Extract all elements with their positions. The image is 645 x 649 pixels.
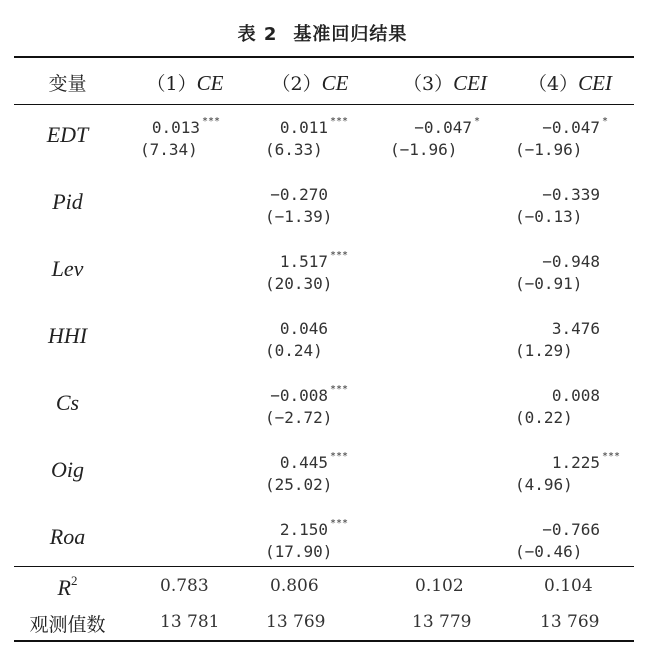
coefficient-cell bbox=[270, 185, 328, 204]
t-stat-cell: (25.02) bbox=[265, 475, 333, 494]
significance-stars: *** bbox=[330, 384, 349, 395]
coefficient-value: 1.517 bbox=[279, 252, 328, 271]
r2-value: 0.806 bbox=[270, 576, 319, 596]
obs-value: 13 769 bbox=[540, 612, 600, 632]
row-variable: Pid bbox=[52, 189, 83, 214]
coefficient-cell bbox=[270, 384, 349, 405]
obs-value: 13 781 bbox=[160, 612, 220, 632]
coefficient-cell bbox=[279, 451, 349, 472]
header-col-3: （3）CEI bbox=[403, 71, 487, 95]
coefficient-value: −0.047 bbox=[542, 118, 600, 137]
coefficient-cell bbox=[279, 116, 349, 137]
t-stat-cell: (−0.91) bbox=[515, 274, 583, 293]
coefficient-value: 0.013 bbox=[151, 118, 200, 137]
coefficient-value: −0.339 bbox=[542, 185, 600, 204]
coefficient-value: 0.011 bbox=[279, 118, 328, 137]
table-number: 表 2 bbox=[237, 24, 278, 45]
significance-stars: *** bbox=[330, 451, 349, 462]
obs-value: 13 779 bbox=[412, 612, 472, 632]
coefficient-value: 3.476 bbox=[551, 319, 600, 338]
header-rule bbox=[14, 104, 634, 105]
coefficient-cell bbox=[279, 518, 349, 539]
significance-stars: *** bbox=[330, 116, 349, 127]
t-stat-cell: (−2.72) bbox=[265, 408, 333, 427]
row-variable: Roa bbox=[49, 524, 86, 549]
top-rule bbox=[14, 56, 634, 58]
t-stat-cell: (0.22) bbox=[515, 408, 573, 427]
coefficient-value: 0.008 bbox=[551, 386, 600, 405]
stats-rule bbox=[14, 566, 634, 567]
significance-stars: * bbox=[474, 116, 481, 127]
coefficient-value: 0.046 bbox=[279, 319, 328, 338]
t-stat-cell: (20.30) bbox=[265, 274, 333, 293]
coefficient-cell bbox=[552, 386, 600, 405]
coefficient-value: 2.150 bbox=[279, 520, 328, 539]
t-stat-cell: (7.34) bbox=[140, 140, 198, 159]
r2-label: $R^2$ bbox=[57, 573, 78, 600]
obs-value: 13 769 bbox=[266, 612, 326, 632]
significance-stars: *** bbox=[330, 518, 349, 529]
coefficient-cell bbox=[279, 250, 349, 271]
coefficient-cell bbox=[414, 116, 481, 137]
coefficient-cell bbox=[542, 116, 609, 137]
row-variable: Lev bbox=[51, 256, 84, 281]
row-variable: Oig bbox=[51, 457, 84, 482]
t-stat-cell: (−0.46) bbox=[515, 542, 583, 561]
significance-stars: *** bbox=[602, 451, 621, 462]
significance-stars: *** bbox=[330, 250, 349, 261]
coefficient-value: 0.445 bbox=[279, 453, 328, 472]
coefficient-cell bbox=[542, 520, 600, 539]
coefficient-value: −0.270 bbox=[270, 185, 328, 204]
t-stat-cell: (17.90) bbox=[265, 542, 333, 561]
obs-label: 观测值数 bbox=[29, 614, 106, 636]
coefficient-cell bbox=[552, 319, 600, 338]
t-stat-cell: (6.33) bbox=[265, 140, 323, 159]
coefficient-value: −0.047 bbox=[414, 118, 472, 137]
t-stat-cell: (0.24) bbox=[265, 341, 323, 360]
header-col-1: （1）CE bbox=[146, 71, 224, 95]
header-col-4: （4）CEI bbox=[528, 71, 612, 95]
t-stat-cell: (4.96) bbox=[515, 475, 573, 494]
t-stat-cell: (−1.96) bbox=[390, 140, 458, 159]
row-variable: EDT bbox=[46, 122, 89, 147]
header-col-2: （2）CE bbox=[271, 71, 349, 95]
t-stat-cell: (−0.13) bbox=[515, 207, 583, 226]
r2-value: 0.104 bbox=[544, 576, 593, 596]
t-stat-cell: (1.29) bbox=[515, 341, 573, 360]
coefficient-value: −0.948 bbox=[542, 252, 600, 271]
bottom-rule bbox=[14, 640, 634, 642]
coefficient-value: −0.008 bbox=[270, 386, 328, 405]
coefficient-value: −0.766 bbox=[542, 520, 600, 539]
coefficient-cell bbox=[551, 451, 621, 472]
table-title bbox=[0, 20, 645, 46]
significance-stars: *** bbox=[202, 116, 221, 127]
t-stat-cell: (−1.96) bbox=[515, 140, 583, 159]
significance-stars: * bbox=[602, 116, 609, 127]
header-var: 变量 bbox=[48, 73, 87, 95]
coefficient-cell bbox=[151, 116, 221, 137]
coefficient-cell bbox=[542, 252, 600, 271]
coefficient-cell bbox=[542, 185, 600, 204]
r2-value: 0.783 bbox=[160, 576, 209, 596]
t-stat-cell: (−1.39) bbox=[265, 207, 333, 226]
row-variable: HHI bbox=[47, 323, 88, 348]
r2-value: 0.102 bbox=[415, 576, 464, 596]
coefficient-value: 1.225 bbox=[551, 453, 600, 472]
table-caption: 基准回归结果 bbox=[293, 24, 408, 45]
coefficient-cell bbox=[280, 319, 328, 338]
row-variable: Cs bbox=[55, 390, 80, 415]
